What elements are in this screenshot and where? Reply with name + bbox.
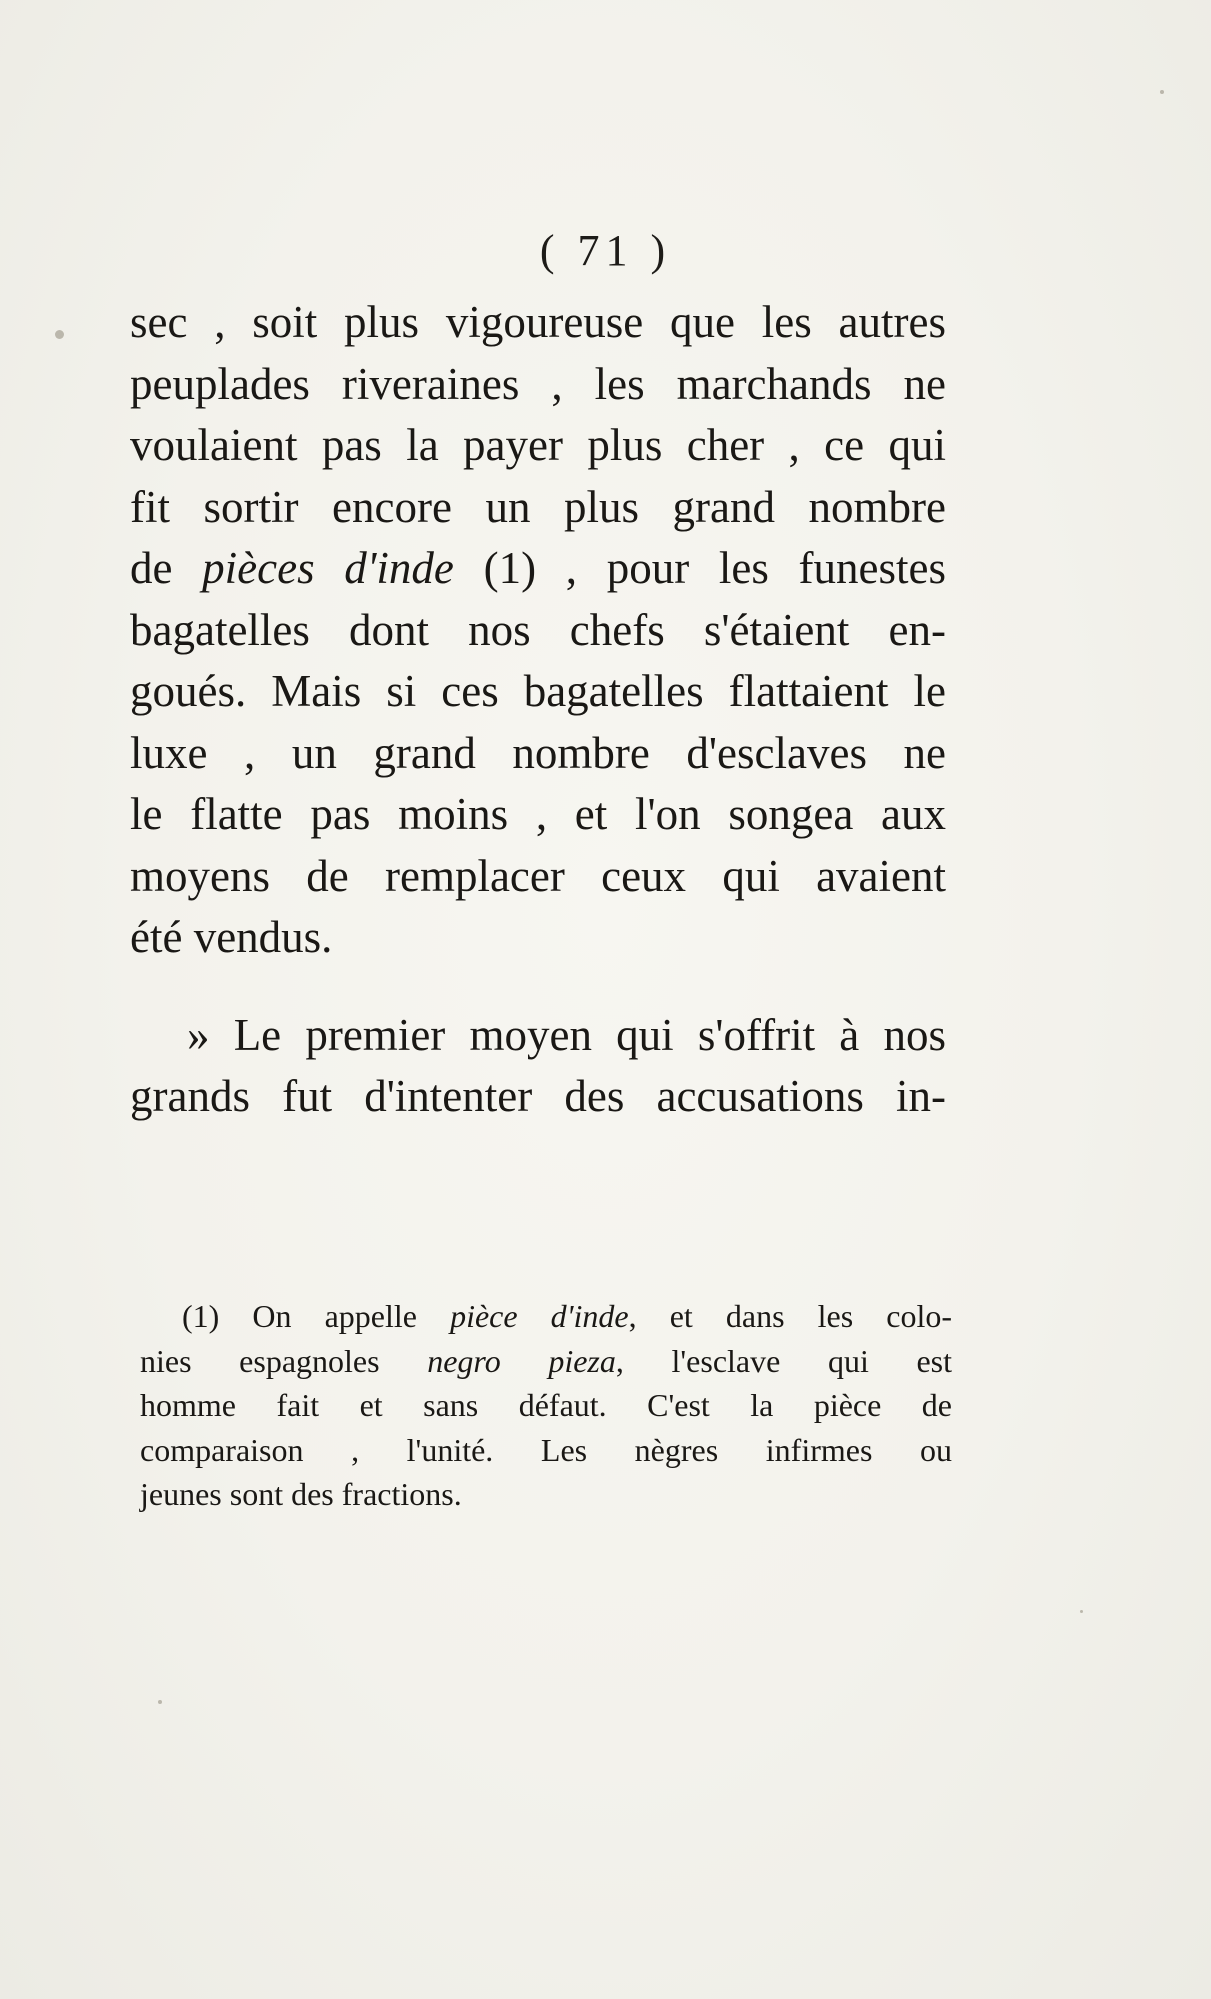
text-line: sec , soit plus vigoureuse que les autres xyxy=(130,297,946,347)
text-line: fit sortir encore un plus grand nombre xyxy=(130,481,946,532)
footnote-line xyxy=(140,1294,952,1339)
italic-term: negro pieza xyxy=(427,1342,616,1379)
text-line: le flatte pas moins , et l'on songea aux xyxy=(130,789,946,839)
paragraph-gap xyxy=(130,969,946,1005)
footnote-line: comparaison , l'unité. Les nègres infirmes ou xyxy=(140,1431,952,1468)
text-line: voulaient pas la payer plus cher , ce qui xyxy=(130,420,946,470)
text-line: » Le premier moyen qui s'offrit à nos xyxy=(187,1009,946,1060)
paper-speck xyxy=(55,330,64,339)
text-run: , l'esclave qui est xyxy=(615,1342,953,1379)
footnote-line: jeunes sont des fractions. xyxy=(140,1476,462,1512)
text-run: de xyxy=(130,543,203,593)
text-line: peuplades riveraines , les marchands ne xyxy=(130,358,946,409)
text-run: (1) On appelle xyxy=(182,1298,451,1334)
footnote-line: homme fait et sans défaut. C'est la pièce de xyxy=(140,1387,952,1423)
italic-term: pièce d'inde xyxy=(450,1298,629,1334)
text-line: bagatelles dont nos chefs s'étaient en- xyxy=(130,604,946,655)
italic-term: pièces d'inde xyxy=(202,543,454,593)
text-line: moyens de remplacer ceux qui avaient xyxy=(130,850,946,901)
text-line xyxy=(130,538,946,600)
text-line: été vendus. xyxy=(130,912,333,962)
paper-speck xyxy=(158,1700,162,1704)
page-number: ( 71 ) xyxy=(539,226,672,275)
footnote xyxy=(140,1294,952,1517)
text-run: nies espagnoles xyxy=(140,1342,428,1379)
text-line: goués. Mais si ces bagatelles flattaient le xyxy=(130,666,946,716)
main-text xyxy=(130,292,946,1128)
text-line: luxe , un grand nombre d'esclaves ne xyxy=(130,727,946,778)
text-run: , et dans les colo- xyxy=(628,1298,953,1334)
text-line: grands fut d'intenter des accusations in- xyxy=(130,1071,946,1121)
paper-speck xyxy=(1160,90,1164,94)
paper-speck xyxy=(1080,1610,1083,1613)
footnote-line xyxy=(140,1339,952,1384)
footnote-reference-text: (1) , pour les funestes xyxy=(453,543,946,593)
